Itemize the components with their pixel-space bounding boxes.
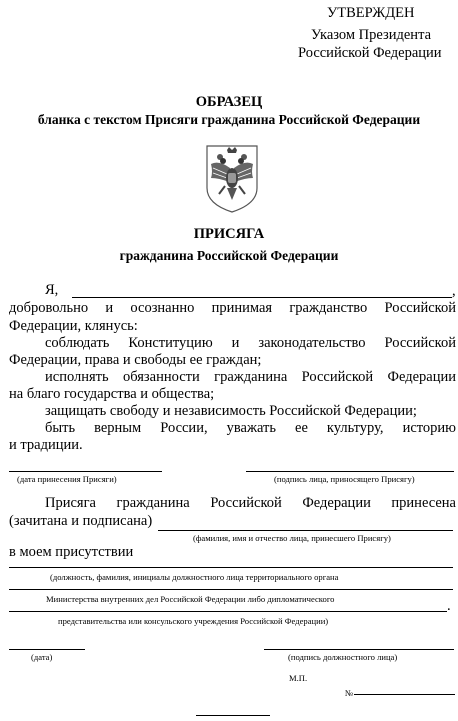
seal-place: М.П.	[289, 673, 308, 683]
official-date-line[interactable]	[9, 649, 85, 650]
oath-line-2: Федерации, клянусь:	[9, 318, 138, 334]
oath-line-9: и традиции.	[9, 437, 83, 453]
official-caption-1: (должность, фамилия, инициалы должностного лица территориального органа	[50, 572, 339, 582]
oath-subtitle: гражданина Российской Федерации	[119, 248, 339, 263]
oath-date-caption: (дата принесения Присяги)	[17, 474, 117, 484]
sworn-person-name-caption: (фамилия, имя и отчество лица, принесшего Присягу)	[193, 533, 391, 543]
oath-signature-caption: (подпись лица, приносящего Присягу)	[274, 474, 415, 484]
official-line-2[interactable]	[9, 589, 453, 590]
approval-label: УТВЕРЖДЕН	[327, 5, 415, 21]
witness-presence: в моем присутствии	[9, 544, 134, 560]
oath-name-line[interactable]	[72, 297, 452, 298]
oath-signature-line[interactable]	[246, 471, 454, 472]
official-signature-caption: (подпись должностного лица)	[288, 652, 398, 662]
official-period: .	[447, 598, 451, 614]
oath-line-3: соблюдать Конституцию и законодательство Российской	[45, 335, 456, 351]
witness-line-2: (зачитана и подписана)	[9, 513, 153, 529]
official-line-1[interactable]	[9, 567, 453, 568]
decree-line-2: Российской Федерации	[298, 45, 442, 61]
oath-line-8: быть верным России, уважать ее культуру, историю	[45, 420, 456, 436]
oath-comma: ,	[452, 283, 456, 299]
official-date-caption: (дата)	[31, 652, 53, 662]
sample-subtitle: бланка с текстом Присяги гражданина Российской Федерации	[37, 112, 421, 127]
oath-line-6: на благо государства и общества;	[9, 386, 215, 402]
oath-line-1: добровольно и осознанно принимая гражданство Российской	[9, 300, 456, 316]
decree-line-1: Указом Президента	[311, 27, 432, 43]
official-caption-2: Министерства внутренних дел Российской Федерации либо дипломатического	[46, 594, 335, 604]
number-sign: №	[345, 688, 354, 698]
registration-number-line[interactable]	[354, 694, 455, 695]
official-line-3[interactable]	[9, 611, 447, 612]
sworn-person-name-line[interactable]	[158, 530, 453, 531]
witness-line-1: Присяга гражданина Российской Федерации принесена	[45, 495, 456, 511]
sample-title: ОБРАЗЕЦ	[195, 94, 263, 110]
official-caption-3: представительства или консульского учреждения Российской Федерации)	[58, 616, 329, 626]
oath-line-7: защищать свободу и независимость Российской Федерации;	[45, 403, 417, 419]
oath-date-line[interactable]	[9, 471, 162, 472]
double-headed-eagle-icon	[201, 138, 263, 214]
oath-title: ПРИСЯГА	[193, 226, 265, 242]
bottom-line	[196, 715, 270, 716]
oath-line-5: исполнять обязанности гражданина Российской Федерации	[45, 369, 456, 385]
oath-pronoun: Я,	[45, 282, 59, 298]
oath-line-4: Федерации, права и свободы ее граждан;	[9, 352, 262, 368]
official-signature-line[interactable]	[264, 649, 454, 650]
